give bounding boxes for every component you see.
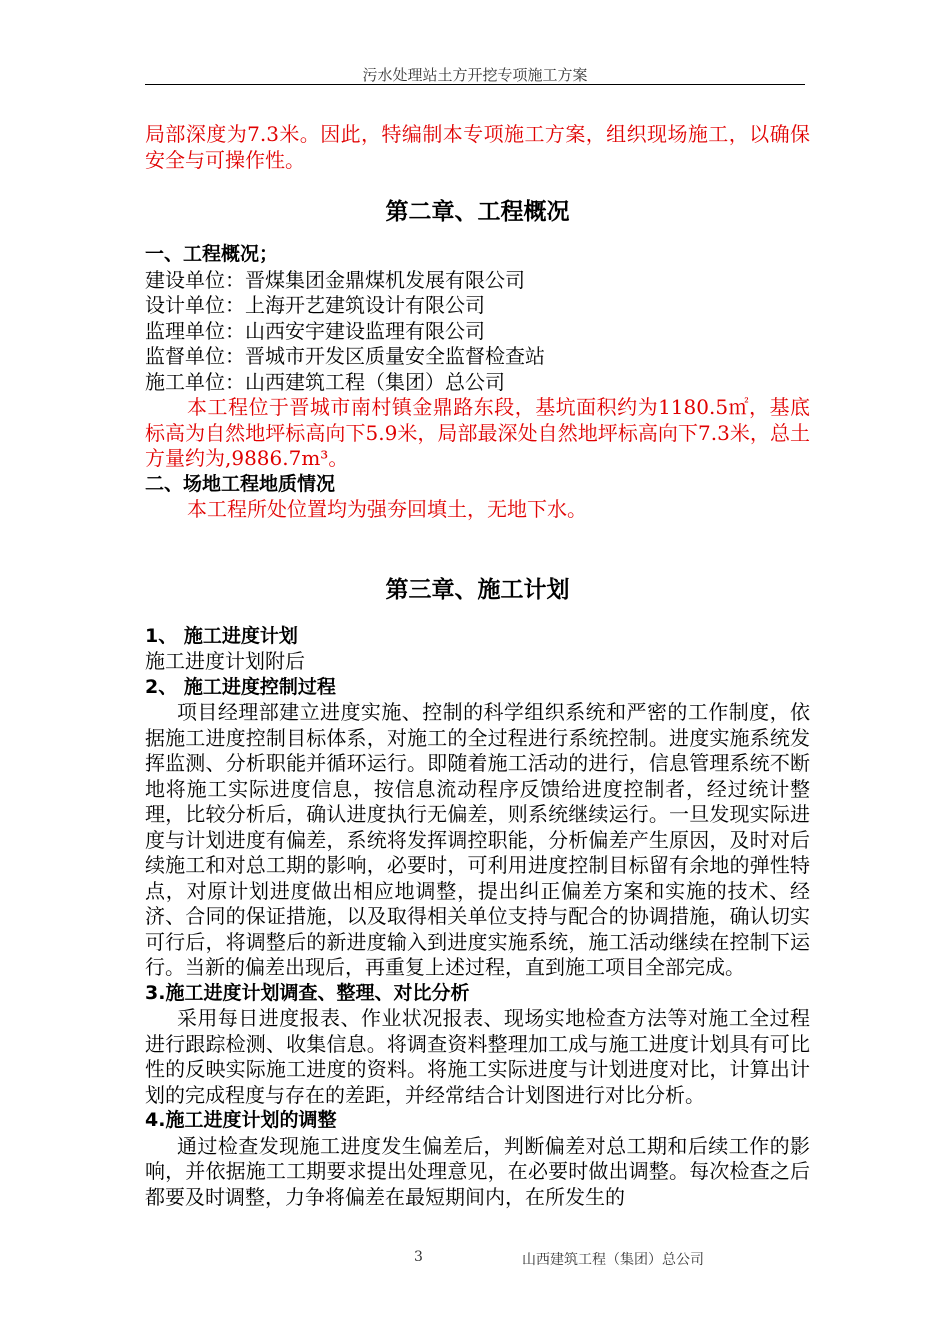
project-location-paragraph: 本工程位于晋城市南村镇金鼎路东段，基坑面积约为1180.5㎡，基底标高为自然地坪标高向下5.9米，局部最深处自然地坪标高向下7.3米，总土方量约为,9886.7m³。 xyxy=(145,395,810,470)
section-heading-overview: 一、工程概况； xyxy=(145,243,279,265)
section-heading-adjustment: 4.施工进度计划的调整 xyxy=(145,1109,337,1131)
running-header: 污水处理站土方开挖专项施工方案 xyxy=(362,66,588,84)
chapter-3-title: 第三章、施工计划 xyxy=(385,576,570,603)
control-paragraph: 项目经理部建立进度实施、控制的科学组织系统和严密的工作制度，依据施工进度控制目标体系，对施工的全过程进行系统控制。进度实施系统发挥监测、分析职能并循环运行。即随着施工活动的进行，信息管理系统不断地将施工实际进度信息，按信息流动程序反馈给进度控制者，经过统计整理，比较分析后，确认进度执行无偏差，则系统继续运行。一旦发现实际进度与计划进度有偏差，系统将发挥调控职能，分析偏差产生原因，及时对后续施工和对总工期的影响，必要时，可利用进度控制目标留有余地的弹性特点，对原计划进度做出相应地调整，提出纠正偏差方案和实施的技术、经济、合同的保证措施，以及取得相关单位支持与配合的协调措施，确认切实可行后，将调整后的新进度输入到进度实施系统，施工活动继续在控制下运行。当新的偏差出现后，再重复上述过程，直到施工项目全部完成。 xyxy=(145,700,810,979)
footer-company: 山西建筑工程（集团）总公司 xyxy=(522,1252,704,1268)
unit-line-inspector: 监督单位：晋城市开发区质量安全监督检查站 xyxy=(145,344,545,368)
chapter-2-title: 第二章、工程概况 xyxy=(385,199,570,225)
page-body xyxy=(145,122,810,1210)
section-heading-analysis: 3.施工进度计划调查、整理、对比分析 xyxy=(145,981,470,1004)
section-heading-control: 2、 施工进度控制过程 xyxy=(145,675,336,698)
geology-paragraph: 本工程所处位置均为强夯回填土，无地下水。 xyxy=(187,497,587,521)
unit-line-owner: 建设单位：晋煤集团金鼎煤机发展有限公司 xyxy=(145,267,525,292)
intro-paragraph: 局部深度为7.3米。因此，特编制本专项施工方案，组织现场施工，以确保安全与可操作性。 xyxy=(145,122,810,172)
unit-line-designer: 设计单位：上海开艺建筑设计有限公司 xyxy=(145,293,485,317)
page-number: 3 xyxy=(414,1249,423,1265)
section-heading-schedule: 1、 施工进度计划 xyxy=(145,624,298,647)
unit-line-contractor: 施工单位：山西建筑工程（集团）总公司 xyxy=(145,369,505,394)
unit-line-supervisor: 监理单位：山西安宇建设监理有限公司 xyxy=(145,318,485,343)
section-heading-geology: 二、场地工程地质情况 xyxy=(145,472,336,495)
schedule-paragraph: 施工进度计划附后 xyxy=(145,649,305,673)
analysis-paragraph: 采用每日进度报表、作业状况报表、现场实地检查方法等对施工全过程进行跟踪检测、收集信息。将调查资料整理加工成与施工进度计划具有可比性的反映实际施工进度的资料。将施工实际进度与计划进度对比，计算出计划的完成程度与存在的差距，并经常结合计划图进行对比分析。 xyxy=(145,1006,810,1107)
header-divider xyxy=(145,84,805,85)
adjustment-paragraph: 通过检查发现施工进度发生偏差后，判断偏差对总工期和后续工作的影响，并依据施工工期要求提出处理意见，在必要时做出调整。每次检查之后都要及时调整，力争将偏差在最短期间内，在所发生的 xyxy=(145,1133,810,1209)
